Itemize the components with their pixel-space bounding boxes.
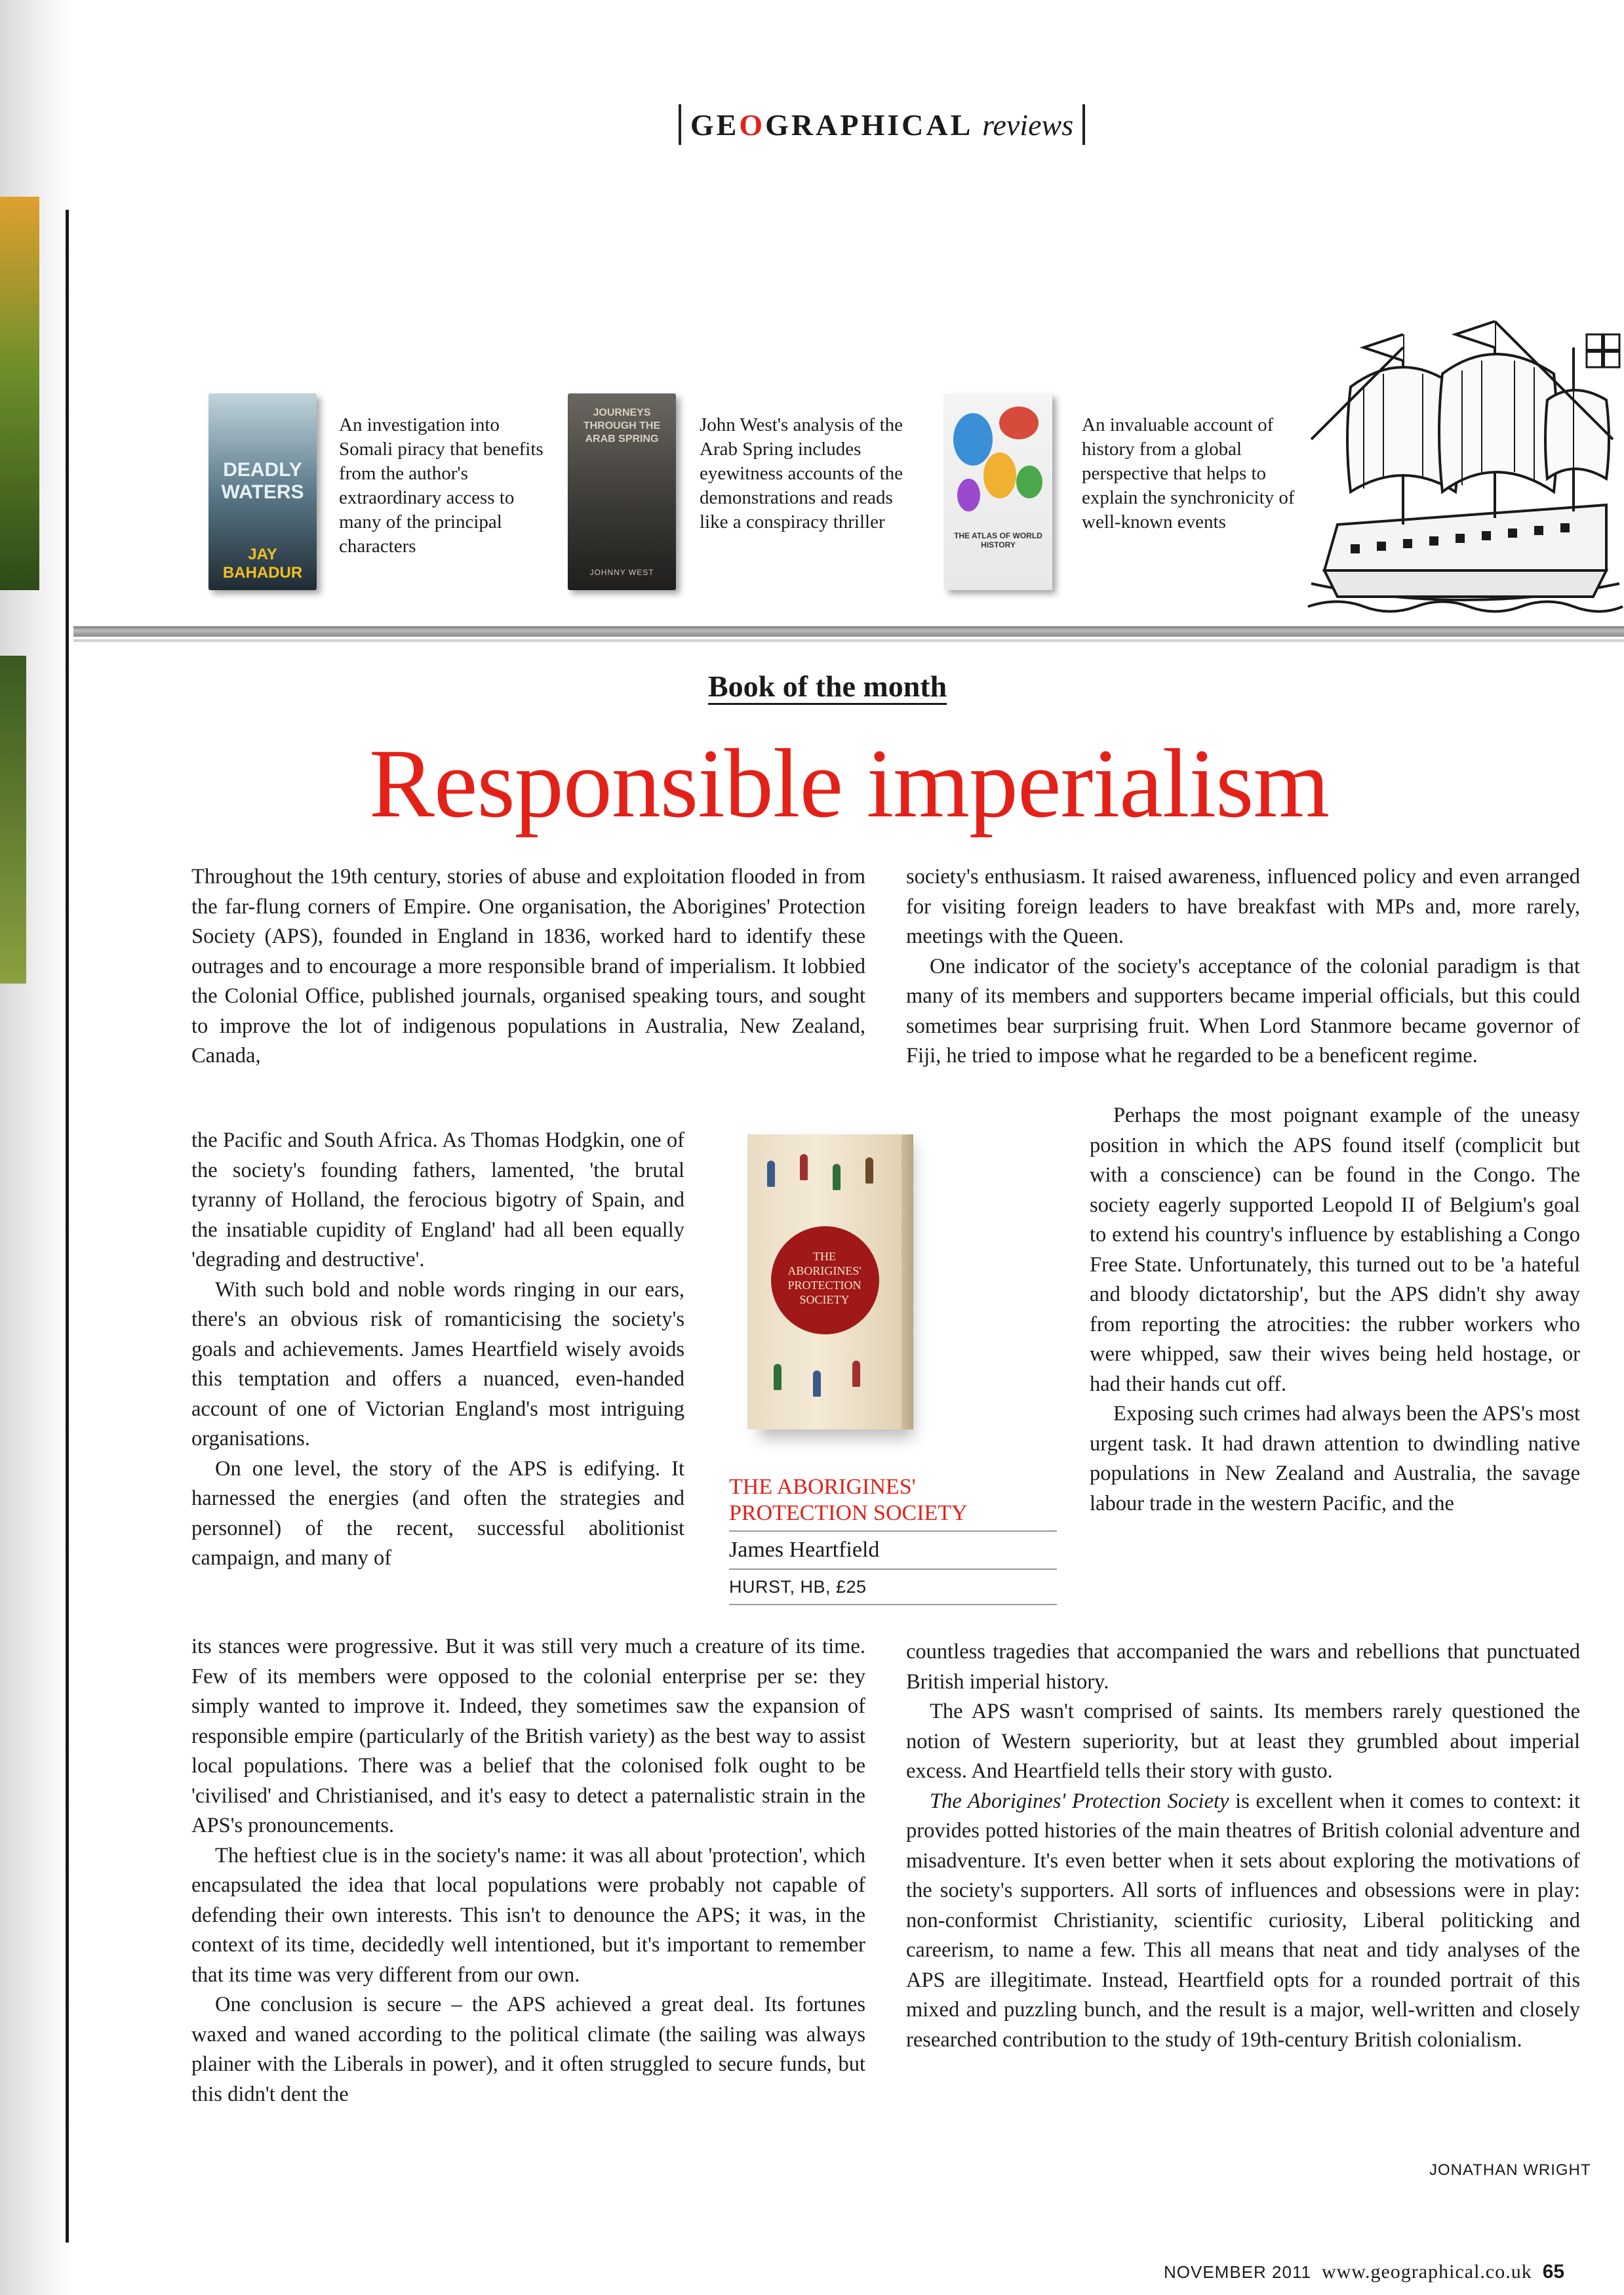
map-shape bbox=[953, 413, 993, 466]
book-cover-title: THE ATLAS OF WORLD HISTORY bbox=[954, 531, 1042, 549]
info-rule bbox=[729, 1568, 1057, 1570]
paragraph: Exposing such crimes had always been the APS's most urgent task. It had drawn attention to dwindling native populations in New Zealand and Australia, the savage labour trade in the western Pacific, and the bbox=[1090, 1402, 1580, 1515]
galleon-illustration bbox=[1298, 308, 1624, 623]
section-header bbox=[643, 98, 1121, 151]
paragraph: its stances were progressive. But it was still very much a creature of its time. Few of its members were opposed to the colonial enterprise per se: they simply wanted to improve it. Indeed, they sometimes saw the expansion of responsible empire (particularly of the British variety) as the best way to assist local populations. There was a belief that the colonised folk ought to be 'civilised' and Christianised, and it's easy to detect a paternalistic strain in the APS's pronouncements. bbox=[191, 1635, 865, 1837]
article-headline: Responsible imperialism bbox=[368, 729, 1330, 838]
paragraph bbox=[906, 1787, 1580, 2056]
cover-figure bbox=[774, 1364, 782, 1390]
featured-title-line-2: PROTECTION SOCIETY bbox=[729, 1501, 968, 1525]
info-rule bbox=[729, 1604, 1057, 1605]
map-shape bbox=[999, 407, 1039, 439]
book-cover-author: JAY BAHADUR bbox=[222, 546, 303, 582]
brand-part-1: GE bbox=[690, 108, 740, 142]
reviewer-signoff: JONATHAN WRIGHT bbox=[1429, 2161, 1591, 2179]
gutter-shadow bbox=[66, 210, 69, 2243]
book-blurb: John West's analysis of the Arab Spring includes eyewitness accounts of the demonstrations and reads like a conspiracy thriller bbox=[700, 414, 903, 532]
featured-title-line-1: THE ABORIGINES' bbox=[729, 1475, 916, 1499]
paragraph: The APS wasn't comprised of saints. Its members rarely questioned the notion of Western superiority, but at least they grumbled about imperial excess. And Heartfield tells their story with gusto. bbox=[906, 1700, 1580, 1783]
page-number: 65 bbox=[1542, 2261, 1565, 2283]
column-2-top bbox=[906, 862, 1580, 1071]
cover-figure bbox=[852, 1361, 860, 1387]
paragraph: Perhaps the most poignant example of the uneasy position in which the APS found itself (complicit but with a conscience) can be found in the Congo. The society eagerly supported Leopold II of Belgium's goal to extend his country's influence by establishing a Congo Free State. Unfortunately, this turned out to be 'a hateful and bloody dictatorship', but the APS didn't shy away from reporting the atrocities: the rubber workers who were whipped, saw their wives being held hostage, or had their hands cut off. bbox=[1090, 1104, 1580, 1396]
column-1-wrap bbox=[191, 1126, 684, 1574]
column-1-bottom bbox=[191, 1632, 865, 2109]
facing-page-fragment bbox=[0, 197, 39, 590]
book-blurb: An investigation into Somali piracy that benefits from the author's extraordinary access to many of the principal characters bbox=[339, 414, 544, 557]
paragraph: Throughout the 19th century, stories of abuse and exploitation flooded in from the far-flung corners of Empire. One organisation, the Aborigines' Protection Society (APS), founded in England in 1836, worked hard to identify these outrages and to encourage a more responsible brand of imperialism. It lobbied the Colonial Office, published journals, organised speaking tours, and sought to improve the lot of indigenous populations in Australia, New Zealand, Canada, bbox=[191, 865, 865, 1068]
paragraph-rest: is excellent when it comes to context: it provides potted histories of the main theatres of British colonial adventure and misadventure. It's even better when it sets about exploring the motivations of the society's supporters. All sorts of influences and obsessions were in play: non-conformist Christianity, scientific curiosity, Liberal politicking and careerism, to name a few. This all means that neat and tidy analyses of the APS are illegitimate. Instead, Heartfield opts for a rounded portrait of this mixed and puzzling bunch, and the result is a major, well-written and closely researched contribution to the study of 19th-century British colonialism. bbox=[906, 1789, 1581, 2052]
book-blurb: An invaluable account of history from a global perspective that helps to explain the synchronicity of well-known events bbox=[1082, 414, 1295, 532]
map-shape bbox=[983, 452, 1016, 498]
paragraph: With such bold and noble words ringing in our ears, there's an obvious risk of romanticising the society's goals and achievements. James Heartfield wisely avoids this temptation and offers a nuanced, even-handed account of one of Victorian England's most intriguing organisations. bbox=[191, 1277, 684, 1450]
section-divider-thin bbox=[73, 639, 1624, 642]
cover-figure bbox=[800, 1154, 808, 1180]
column-1-top bbox=[191, 862, 865, 1071]
cover-figure bbox=[833, 1164, 841, 1190]
section-divider bbox=[73, 626, 1624, 637]
book-cover-atlas bbox=[944, 393, 1052, 590]
paragraph: the Pacific and South Africa. As Thomas Hodgkin, one of the society's founding fathers, lamented, 'the brutal tyranny of Holland, the ferocious bigotry of Spain, and the insatiable cupidity of England' had all been equally 'degrading and destructive'. bbox=[191, 1128, 684, 1271]
book-spine bbox=[901, 1134, 913, 1429]
featured-author: James Heartfield bbox=[729, 1538, 880, 1562]
magazine-brand bbox=[690, 108, 973, 142]
book-of-the-month-label: Book of the month bbox=[708, 669, 947, 703]
book-cover-deadly-waters bbox=[208, 393, 317, 590]
section-name: reviews bbox=[982, 108, 1074, 142]
cover-figure bbox=[813, 1370, 821, 1397]
paragraph: The heftiest clue is in the society's name: it was all about 'protection', which encapsulated the idea that local populations were probably not capable of defending their own interests. This isn't to denounce the APS; it was, in the context of its time, decidedly well intentioned, but it's important to remember that its time was very different from our own. bbox=[191, 1843, 865, 1987]
featured-book-info bbox=[729, 1474, 1057, 1609]
cover-figure bbox=[865, 1157, 873, 1184]
header-bar-right bbox=[1082, 104, 1085, 145]
paragraph: On one level, the story of the APS is edifying. It harnessed the energies (and often the strategies and personnel) of the recent, successful abolitionist campaign, and many of bbox=[191, 1456, 684, 1570]
info-rule bbox=[729, 1530, 1057, 1532]
website-url: www.geographical.co.uk bbox=[1321, 2261, 1532, 2283]
featured-book-cover bbox=[747, 1134, 901, 1429]
book-cover-author: JOHNNY WEST bbox=[589, 568, 654, 577]
facing-page-fragment-lower bbox=[0, 656, 26, 984]
column-2-bottom bbox=[906, 1637, 1580, 2055]
paragraph: countless tragedies that accompanied the wars and rebellions that punctuated British imperial history. bbox=[906, 1640, 1580, 1694]
brand-red-o: O bbox=[739, 108, 766, 142]
book-cover-arab-spring bbox=[568, 393, 676, 590]
paragraph: One indicator of the society's acceptance of the colonial paradigm is that many of its members and supporters became imperial officials, but this could sometimes bear surprising fruit. When Lord Stanmore became governor of Fiji, he tried to impose what he regarded to be a beneficent regime. bbox=[906, 954, 1580, 1068]
page-footer bbox=[1164, 2261, 1564, 2283]
paragraph: society's enthusiasm. It raised awareness, influenced policy and even arranged for visiting foreign leaders to have breakfast with MPs and, more rarely, meetings with the Queen. bbox=[906, 865, 1580, 948]
featured-cover-title: THE ABORIGINES' PROTECTION SOCIETY bbox=[787, 1250, 862, 1306]
book-cover-title: DEADLY WATERS bbox=[221, 459, 304, 503]
map-shape bbox=[1016, 466, 1042, 498]
map-shape bbox=[957, 479, 980, 511]
brand-part-2: GRAPHICAL bbox=[765, 108, 974, 142]
header-bar-left bbox=[679, 104, 681, 145]
featured-publisher: HURST, HB, £25 bbox=[729, 1577, 867, 1597]
book-cover-title: JOURNEYS THROUGH THE ARAB SPRING bbox=[583, 407, 661, 445]
paragraph: One conclusion is secure – the APS achieved a great deal. Its fortunes waxed and waned according to the political climate (the sailing was always plainer with the Liberals in power), and it often struggled to secure funds, but this didn't dent the bbox=[191, 1993, 865, 2106]
cover-figure bbox=[767, 1161, 775, 1187]
issue-date: NOVEMBER 2011 bbox=[1164, 2262, 1311, 2282]
book-title-italic: The Aborigines' Protection Society bbox=[930, 1789, 1229, 1813]
column-2-wrap bbox=[1090, 1101, 1580, 1519]
